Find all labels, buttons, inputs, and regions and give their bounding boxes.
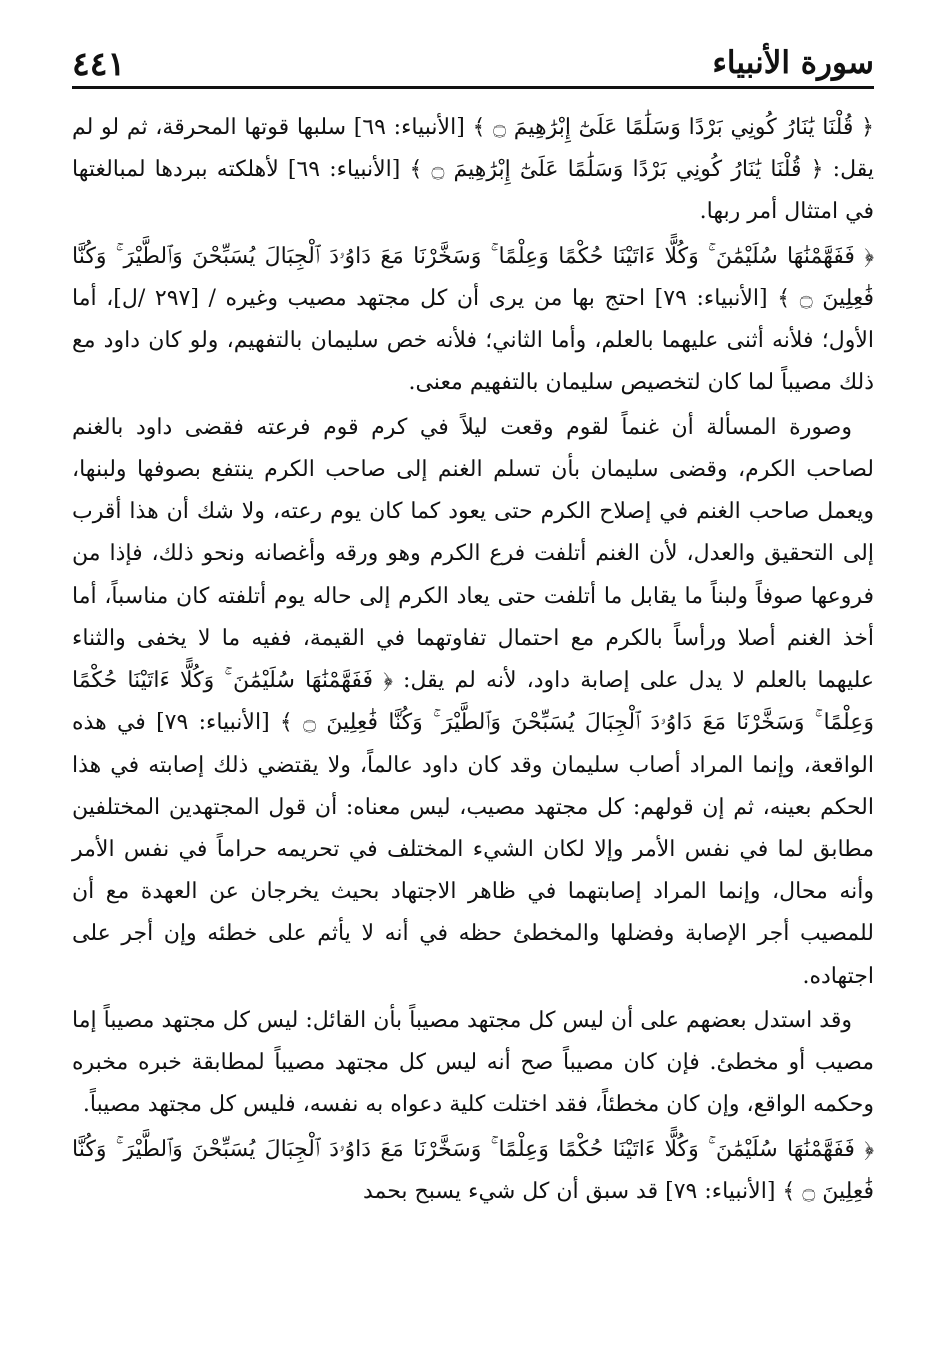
paragraph-sulayman-verse: ﴿ فَفَهَّمْنَٰهَا سُلَيْمَٰنَ ۚ وَكُلًّا ءَاتَيْنَا حُكْمًا وَعِلْمًا ۚ وَسَخَّرْنَا مَعَ دَاوُۥدَ ٱلْجِبَالَ يُسَبِّحْنَ وَٱلطَّيْرَ ۚ وَكُنَّا فَٰعِلِينَ ۝ ﴾ [الأنبياء: ٧٩] احتج بها من يرى أن كل مجتهد مصيب وغيره / [٢٩٧ /ل]، أما الأول؛ فلأنه أثنى عليهما بالعلم، وأما الثاني؛ فلأنه خص سليمان بالتفهيم، ولو كان داود مع ذلك مصيباً لما كان لتخصيص سليمان بالتفهيم معنى. [72,243,874,396]
page-body [72,107,874,1213]
surah-title: سورة الأنبياء [712,44,874,81]
paragraph-case-description: وصورة المسألة أن غنماً لقوم وقعت ليلاً في كرم قوم فرعته فقضى داود بالغنم لصاحب الكرم، وقضى سليمان بأن تسلم الغنم إلى صاحب الكرم ينتفع بصوفها ولبنها، ويعمل صاحب الغنم في إصلاح الكرم حتى يعود كما كان يوم رعته، ولا شك أن هذا أقرب إلى التحقيق والعدل، لأن الغنم أتلفت فرع الكرم وهو ورقه وأغصانه ونحو ذلك، فإذا من فروعها صوفاً ولبناً ما يقابل ما أتلفت حتى يعاد الكرم إلى حاله يوم أتلفته كان مناسباً، أما أخذ الغنم أصلا ورأساً بالكرم مع احتمال تفاوتهما في القيمة، ففيه ما لا يخفى والثناء عليهما بالعلم لا يدل على إصابة داود، لأنه لم يقل: ﴿ فَفَهَّمْنَٰهَا سُلَيْمَٰنَ ۚ وَكُلًّا ءَاتَيْنَا حُكْمًا وَعِلْمًا ۚ وَسَخَّرْنَا مَعَ دَاوُۥدَ ٱلْجِبَالَ يُسَبِّحْنَ وَٱلطَّيْرَ ۚ وَكُنَّا فَٰعِلِينَ ۝ ﴾ [الأنبياء: ٧٩] في هذه الواقعة، وإنما المراد أصاب سليمان وقد كان داود عالماً، ولا يقتضي ذلك إصابته في هذا الحكم بعينه، ثم إن قولهم: كل مجتهد مصيب، ليس معناه: أن قول المجتهدين المختلفين مطابق لما في نفس الأمر وإلا لكان الشيء المختلف في تحريمه حراماً في نفس الأمر وأنه محال، وإنما المراد إصابتهما في ظاهر الاجتهاد بحيث يخرجان عن العهدة مع أن للمصيب أجر الإصابة وفضلها والمخطئ حظه في أنه لا يأثم على خطئه وإن أجر على اجتهاده. [72,414,874,989]
page-number: ٤٤١ [72,43,126,83]
paragraph-argument: وقد استدل بعضهم على أن ليس كل مجتهد مصيباً بأن القائل: ليس كل مجتهد مصيباً إما مصيب أو مخطئ. فإن كان مصيباً صح أنه ليس كل مجتهد مصيباً لمطابقة خبره مخبره وحكمه الواقع، وإن كان مخطئاً، فقد اختلت كلية دعواه به نفسه، فليس كل مجتهد مصيباً. [72,1007,874,1118]
paragraph-closing-verse: ﴿ فَفَهَّمْنَٰهَا سُلَيْمَٰنَ ۚ وَكُلًّا ءَاتَيْنَا حُكْمًا وَعِلْمًا ۚ وَسَخَّرْنَا مَعَ دَاوُۥدَ ٱلْجِبَالَ يُسَبِّحْنَ وَٱلطَّيْرَ ۚ وَكُنَّا فَٰعِلِينَ ۝ ﴾ [الأنبياء: ٧٩] قد سبق أن كل شيء يسبح بحمد [72,1136,874,1204]
paragraph-fire-verse: ﴿ قُلْنَا يَٰنَارُ كُونِي بَرْدًا وَسَلَٰمًا عَلَىٰٓ إِبْرَٰهِيمَ ۝ ﴾ [الأنبياء: ٦٩] سلبها قوتها المحرقة، ثم لو لم يقل: ﴿ قُلْنَا يَٰنَارُ كُونِي بَرْدًا وَسَلَٰمًا عَلَىٰٓ إِبْرَٰهِيمَ ۝ ﴾ [الأنبياء: ٦٩] لأهلكته ببردها لمبالغتها في امتثال أمر ربها. [72,115,874,225]
page-header [72,28,874,89]
